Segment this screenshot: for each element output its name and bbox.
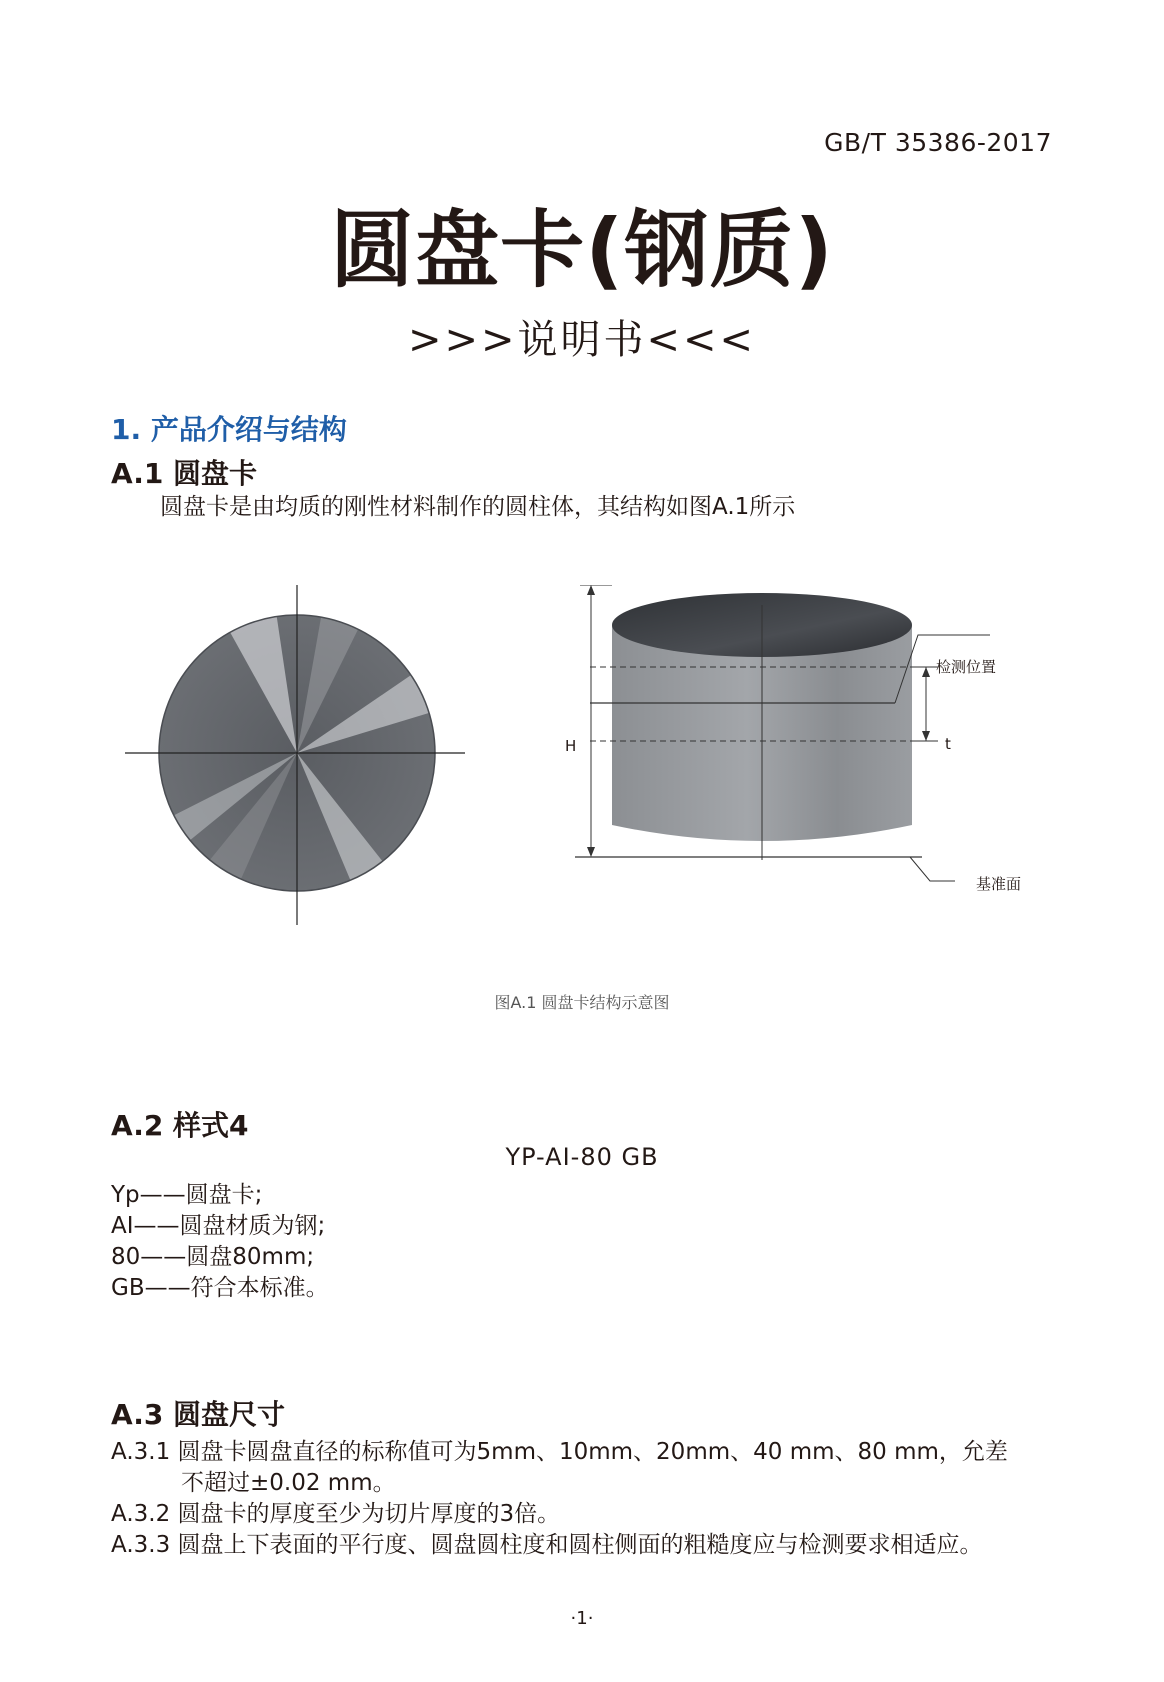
model-code: YP-AI-80 GB [505,1143,659,1171]
legend-item: AI——圆盘材质为钢; [111,1213,326,1239]
clause-text: A.3.3 圆盘上下表面的平行度、圆盘圆柱度和圆柱侧面的粗糙度应与检测要求相适应。 [111,1532,983,1558]
label-detect-position: 检测位置 [936,658,997,676]
a1-description: 圆盘卡是由均质的刚性材料制作的圆柱体，其结构如图A.1所示 [160,494,796,520]
subsection-heading-a1: A.1 圆盘卡 [111,457,258,490]
subsection-heading-a2: A.2 样式4 [111,1109,249,1142]
section-heading-1: 1. 产品介绍与结构 [111,413,347,446]
document-subtitle: >>>说明书<<< [407,317,757,363]
clause-text: A.3.2 圆盘卡的厚度至少为切片厚度的3倍。 [111,1501,561,1527]
disc-top-view-figure [125,585,465,925]
clause-text: A.3.1 圆盘卡圆盘直径的标称值可为5mm、10mm、20mm、40 mm、80 mm，允差 [111,1439,1008,1465]
legend-item: GB——符合本标准。 [111,1275,329,1301]
subsection-heading-a3: A.3 圆盘尺寸 [111,1398,286,1431]
label-height: H [565,737,577,755]
clause-a3-2 [111,1499,1071,1530]
label-base-surface: 基准面 [976,875,1022,893]
legend-item: 80——圆盘80mm; [111,1244,315,1270]
legend-item: Yp——圆盘卡; [111,1182,263,1208]
clause-a3-3 [111,1530,1071,1561]
clause-text-continuation: 不超过±0.02 mm。 [181,1470,396,1496]
label-thickness: t [945,735,951,753]
cylinder-side-view-figure [550,585,1050,895]
document-title: 圆盘卡(钢质) [330,201,834,299]
standard-number: GB/T 35386-2017 [824,128,1052,157]
clause-a3-1 [111,1437,1071,1499]
figure-caption: 图A.1 圆盘卡结构示意图 [494,993,670,1012]
page-number: ·1· [570,1608,594,1629]
base-surface-leader [910,857,955,881]
